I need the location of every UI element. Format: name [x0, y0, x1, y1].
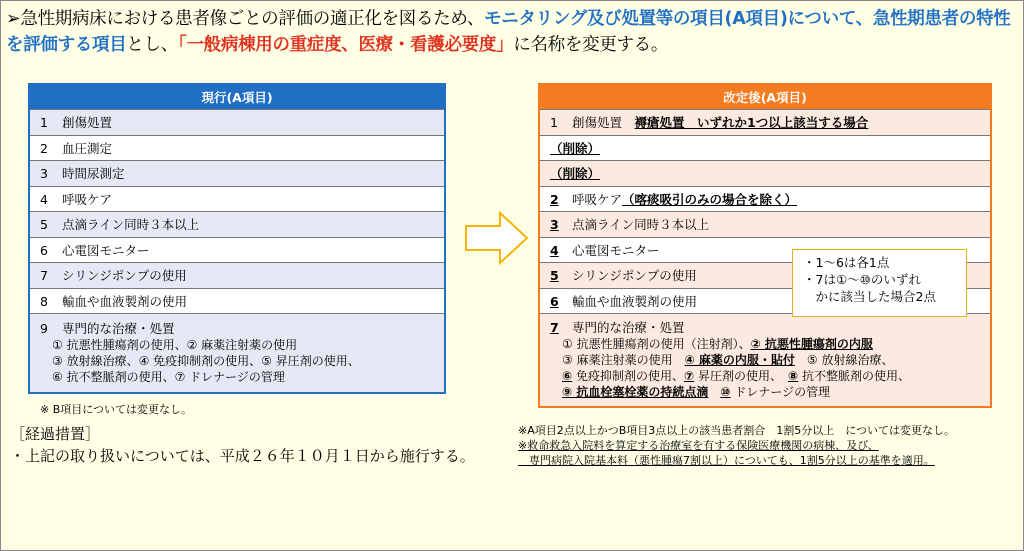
row-label: 点滴ライン同時３本以上	[62, 217, 200, 233]
row-label: 呼吸ケア	[62, 191, 113, 207]
deleted-label: （削除）	[550, 166, 601, 182]
headline-part-5: に名称を変更する。	[513, 35, 669, 55]
bullet-icon: ➢	[6, 9, 21, 29]
row-number: 6	[40, 242, 48, 258]
row-detail	[550, 336, 990, 352]
b-items-note: ※ B項目については変更なし。	[40, 403, 193, 416]
headline-part-1: 急性期病床における患者像ごとの評価の適正化を図るため、	[20, 9, 485, 29]
current-row-3	[29, 161, 445, 187]
right-arrow-icon	[464, 210, 530, 266]
current-row-7	[29, 263, 445, 289]
note-line: ※A項目2点以上かつB項目3点以上の該当患者割合 1割5分以上 については変更なし。	[518, 424, 956, 437]
current-row-4	[29, 186, 445, 212]
headline-part-3: とし、	[126, 35, 179, 55]
callout-line: かに該当した場合2点	[803, 289, 936, 304]
row-number: 8	[40, 293, 48, 309]
detail-text: 昇圧剤の使用、	[694, 369, 788, 384]
row-number: 3	[40, 166, 48, 182]
row-label: 呼吸ケア	[572, 191, 623, 207]
detail-change: ⑥	[562, 369, 573, 384]
callout-line: ・7は①～⑩のいずれ	[803, 272, 921, 287]
current-row-8	[29, 288, 445, 314]
detail-change: ② 抗悪性腫瘍剤の内服	[750, 337, 873, 352]
current-row-9	[29, 314, 445, 394]
row-label: 輸血や血液製剤の使用	[572, 293, 698, 309]
row-number: 4	[40, 191, 48, 207]
row-label: 心電図モニター	[572, 242, 660, 258]
detail-change: ⑧	[788, 369, 799, 384]
row-number: 1	[40, 115, 48, 131]
row-number: 5	[550, 268, 559, 284]
row-label: 輸血や血液製剤の使用	[62, 293, 188, 309]
note-line: 専門病院入院基本料（悪性腫瘍7割以上）についても、1割5分以上の基準を適用。	[518, 454, 935, 467]
row-label: 点滴ライン同時３本以上	[572, 217, 710, 233]
revised-table-title: 改定後(A項目)	[539, 84, 991, 110]
detail-change: ⑦	[684, 369, 695, 384]
revised-row-1	[539, 110, 991, 136]
revised-notes	[518, 423, 955, 468]
row-number: 2	[40, 140, 48, 156]
row-number: 4	[550, 242, 559, 258]
row-detail: ⑥ 抗不整脈剤の使用、⑦ ドレナージの管理	[52, 370, 285, 384]
current-items-table	[28, 83, 446, 394]
revised-row-deleted-1	[539, 135, 991, 161]
detail-change: ⑨ 抗血栓塞栓薬の持続点滴	[562, 385, 709, 400]
row-detail	[550, 352, 990, 368]
headline	[6, 6, 1020, 58]
detail-text: 免疫抑制剤の使用、	[572, 369, 684, 384]
scoring-callout	[792, 249, 967, 317]
callout-line: ・1～6は各1点	[803, 255, 890, 270]
revised-row-3	[539, 212, 991, 238]
row-number: 9	[40, 321, 48, 336]
row-detail	[550, 368, 990, 384]
row-change: 褥瘡処置 いずれか1つ以上該当する場合	[634, 115, 869, 131]
current-row-1	[29, 110, 445, 136]
detail-change: ⑩	[720, 385, 731, 400]
row-number: 7	[550, 319, 559, 335]
detail-text: ドレナージの管理	[730, 385, 831, 400]
row-number: 1	[550, 115, 558, 131]
row-label: 専門的な治療・処置	[572, 319, 685, 335]
transition-heading: ［経過措置］	[10, 425, 101, 443]
row-label: 創傷処置	[62, 115, 113, 131]
row-number: 6	[550, 293, 559, 309]
row-number: 2	[550, 191, 559, 207]
row-detail: ① 抗悪性腫瘍剤の使用、② 麻薬注射薬の使用	[52, 338, 298, 352]
row-label: 専門的な治療・処置	[62, 321, 175, 336]
revised-items-table	[538, 83, 992, 408]
row-label: 創傷処置	[572, 115, 623, 131]
row-detail	[550, 384, 990, 400]
revised-row-2	[539, 186, 991, 212]
headline-part-2: モニタリング及び処置等の項目(A項目)について、急性期患者の特性を評価する項目	[6, 9, 1011, 55]
transition-measures	[10, 423, 475, 467]
headline-part-4: 「一般病棟用の重症度、医療・看護必要度」	[178, 35, 514, 55]
row-label: 時間尿測定	[62, 166, 125, 182]
current-row-5	[29, 212, 445, 238]
revised-row-7	[539, 314, 991, 408]
detail-change: ④ 麻薬の内服・貼付	[684, 353, 795, 368]
row-number: 5	[40, 217, 48, 233]
current-row-2	[29, 135, 445, 161]
row-label: 血圧測定	[62, 140, 113, 156]
deleted-label: （削除）	[550, 140, 601, 156]
revised-row-deleted-2	[539, 161, 991, 187]
current-row-6	[29, 237, 445, 263]
detail-text: ⑤ 放射線治療、	[794, 353, 894, 368]
row-change: （喀痰吸引のみの場合を除く）	[622, 191, 798, 207]
transition-body: ・上記の取り扱いについては、平成２６年１０月１日から施行する。	[10, 447, 475, 465]
row-number: 3	[550, 217, 559, 233]
detail-text: ① 抗悪性腫瘍剤の使用（注射剤）、	[562, 337, 751, 352]
current-table-title: 現行(A項目)	[29, 84, 445, 110]
row-label: シリンジポンプの使用	[62, 268, 187, 284]
row-label: 心電図モニター	[62, 242, 150, 258]
detail-text: 抗不整脈剤の使用、	[798, 369, 910, 384]
detail-text: ③ 麻薬注射薬の使用	[562, 353, 685, 368]
row-number: 7	[40, 268, 48, 284]
row-detail: ③ 放射線治療、④ 免疫抑制剤の使用、⑤ 昇圧剤の使用、	[52, 354, 360, 368]
row-label: シリンジポンプの使用	[572, 268, 697, 284]
note-line: ※救命救急入院料を算定する治療室を有する保険医療機関の病棟、及び、	[518, 439, 879, 452]
